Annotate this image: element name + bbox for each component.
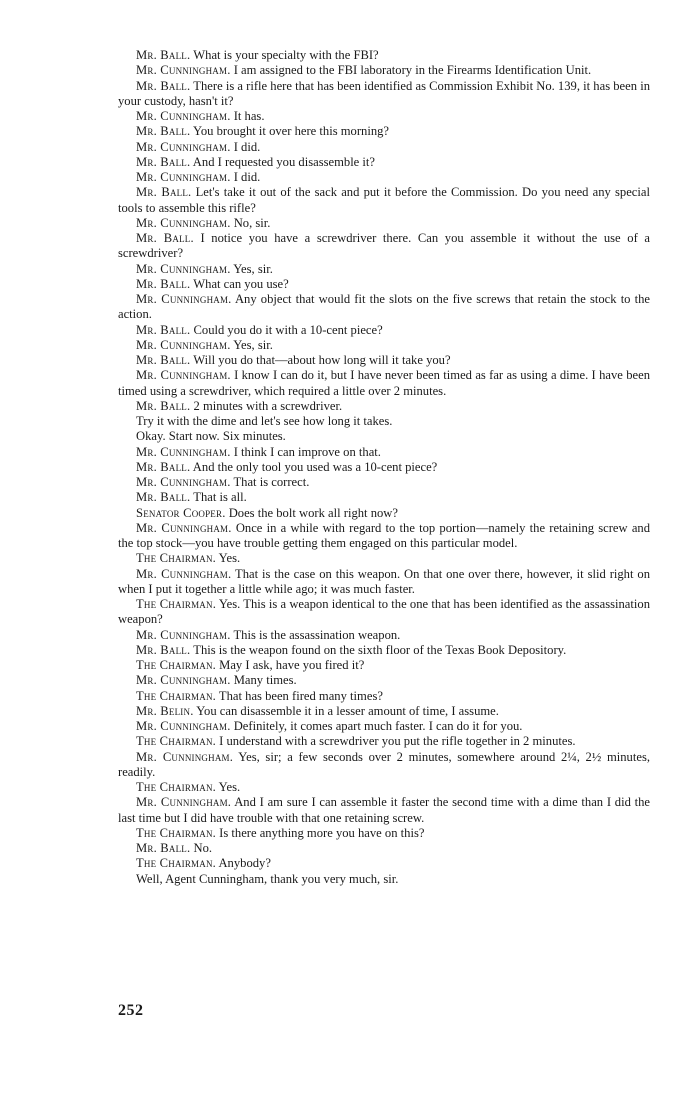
- speaker-name: Mr. Ball.: [136, 124, 191, 139]
- speaker-name: Mr. Ball.: [136, 490, 191, 505]
- utterance: I notice you have a screwdriver there. Can you assemble it without the use of a screwdriver?: [118, 231, 650, 261]
- utterance: It has.: [230, 109, 265, 123]
- testimony-paragraph: [118, 140, 650, 155]
- speaker-name: Mr. Ball.: [136, 642, 191, 657]
- testimony-paragraph: [118, 231, 650, 262]
- speaker-name: Mr. Cunningham.: [136, 109, 231, 123]
- utterance: I am assigned to the FBI laboratory in the Firearms Identification Unit.: [230, 63, 592, 78]
- testimony-paragraph: [118, 643, 650, 658]
- speaker-name: Mr. Ball.: [136, 459, 191, 474]
- testimony-paragraph: [118, 475, 650, 490]
- testimony-paragraph: [118, 795, 650, 826]
- utterance: What can you use?: [190, 276, 289, 291]
- utterance: Definitely, it comes apart much faster. I can do it for you.: [230, 719, 523, 733]
- speaker-name: Mr. Cunningham.: [136, 719, 231, 733]
- testimony-paragraph: [118, 262, 650, 277]
- utterance: Could you do it with a 10-cent piece?: [190, 322, 383, 337]
- testimony-paragraph: [118, 353, 650, 368]
- speaker-name: Mr. Cunningham.: [136, 795, 232, 810]
- testimony-paragraph: [118, 460, 650, 475]
- speaker-name: Mr. Cunningham.: [136, 475, 231, 489]
- utterance: You brought it over here this morning?: [190, 124, 390, 139]
- utterance: There is a rifle here that has been identified as Commission Exhibit No. 139, it has been in your custody, hasn't it?: [118, 78, 650, 108]
- utterance: And the only tool you used was a 10-cent piece?: [190, 459, 438, 474]
- testimony-paragraph: [118, 551, 650, 566]
- utterance: Yes. This is a weapon identical to the one that has been identified as the assassination weapon?: [118, 597, 650, 627]
- speaker-name: Mr. Cunningham.: [136, 566, 232, 581]
- utterance: And I am sure I can assemble it faster the second time with a dime than I did the last time but I did have trouble with that one retaining screw.: [118, 795, 650, 825]
- utterance: Try it with the dime and let's see how long it takes.: [136, 414, 393, 428]
- speaker-name: Mr. Ball.: [136, 841, 191, 855]
- speaker-name: Mr. Cunningham.: [136, 627, 231, 642]
- speaker-name: Mr. Cunningham.: [136, 261, 231, 276]
- testimony-paragraph: [118, 704, 650, 719]
- testimony-paragraph: [118, 597, 650, 628]
- utterance: Once in a while with regard to the top portion—namely the retaining screw and the top stock—you have trouble getting them engaged on this particular model.: [118, 520, 651, 550]
- speaker-name: Mr. Ball.: [136, 231, 194, 245]
- testimony-paragraph: [118, 490, 650, 505]
- utterance: 2 minutes with a screwdriver.: [190, 398, 343, 413]
- speaker-name: Mr. Belin.: [136, 703, 194, 718]
- utterance: No, sir.: [230, 215, 271, 230]
- utterance: That is the case on this weapon. On that one over there, however, it slid right on when I put it together a little while ago; it was much faster.: [118, 566, 650, 596]
- speaker-name: Mr. Cunningham.: [136, 368, 231, 383]
- testimony-paragraph: [118, 109, 650, 124]
- testimony-paragraph: [118, 429, 650, 444]
- testimony-paragraph: [118, 872, 650, 887]
- testimony-paragraph: [118, 63, 650, 78]
- utterance: That has been fired many times?: [216, 688, 383, 703]
- utterance: Yes.: [216, 780, 241, 794]
- utterance: I know I can do it, but I have never been timed as far as using a dime. I have been timed using a screwdriver, which required a little over 2 minutes.: [118, 368, 650, 398]
- speaker-name: Mr. Cunningham.: [136, 170, 231, 184]
- speaker-name: Mr. Ball.: [136, 48, 191, 62]
- testimony-paragraph: [118, 48, 650, 63]
- utterance: I understand with a screwdriver you put the rifle together in 2 minutes.: [216, 734, 576, 749]
- testimony-paragraph: [118, 399, 650, 414]
- utterance: No.: [190, 841, 213, 855]
- testimony-paragraph: [118, 368, 650, 399]
- speaker-name: The Chairman.: [136, 734, 216, 749]
- utterance: What is your specialty with the FBI?: [190, 48, 379, 62]
- utterance: Yes, sir.: [230, 261, 273, 276]
- utterance: Any object that would fit the slots on the five screws that retain the stock to the action.: [118, 292, 650, 322]
- testimony-paragraph: [118, 414, 650, 429]
- speaker-name: Mr. Cunningham.: [136, 444, 231, 459]
- testimony-paragraph: [118, 780, 650, 795]
- utterance: Many times.: [230, 673, 297, 688]
- utterance: May I ask, have you fired it?: [216, 658, 365, 672]
- speaker-name: Mr. Ball.: [136, 353, 191, 367]
- testimony-paragraph: [118, 292, 650, 323]
- speaker-name: The Chairman.: [136, 688, 216, 703]
- speaker-name: Mr. Cunningham.: [136, 292, 232, 306]
- testimony-paragraph: [118, 841, 650, 856]
- utterance: Yes, sir.: [230, 337, 273, 352]
- testimony-paragraph: [118, 185, 650, 216]
- speaker-name: Mr. Ball.: [136, 78, 191, 93]
- speaker-name: Mr. Cunningham.: [136, 337, 231, 352]
- speaker-name: The Chairman.: [136, 551, 216, 566]
- testimony-paragraph: [118, 658, 650, 673]
- speaker-name: Mr. Ball.: [136, 398, 191, 413]
- speaker-name: Mr. Ball.: [136, 154, 191, 169]
- testimony-paragraph: [118, 734, 650, 749]
- utterance: That is correct.: [230, 475, 310, 489]
- speaker-name: Mr. Cunningham.: [136, 139, 231, 154]
- speaker-name: Mr. Ball.: [136, 322, 191, 337]
- speaker-name: Mr. Cunningham.: [136, 749, 234, 764]
- utterance: You can disassemble it in a lesser amount of time, I assume.: [193, 703, 499, 718]
- testimony-paragraph: [118, 506, 650, 521]
- speaker-name: The Chairman.: [136, 856, 216, 871]
- speaker-name: The Chairman.: [136, 780, 216, 794]
- utterance: Anybody?: [216, 856, 271, 871]
- speaker-name: Mr. Ball.: [136, 276, 191, 291]
- testimony-paragraph: [118, 338, 650, 353]
- speaker-name: Mr. Cunningham.: [136, 215, 231, 230]
- testimony-paragraph: [118, 826, 650, 841]
- testimony-paragraph: [118, 155, 650, 170]
- page-number: 252: [118, 1002, 144, 1019]
- utterance: Will you do that—about how long will it take you?: [190, 353, 451, 367]
- utterance: Okay. Start now. Six minutes.: [136, 429, 286, 444]
- utterance: I think I can improve on that.: [230, 444, 381, 459]
- utterance: This is the assassination weapon.: [230, 627, 401, 642]
- utterance: I did.: [230, 139, 261, 154]
- testimony-paragraph: [118, 689, 650, 704]
- testimony-paragraph: [118, 216, 650, 231]
- utterance: Let's take it out of the sack and put it before the Commission. Do you need any special tools to assemble this rifle?: [118, 185, 650, 215]
- testimony-paragraph: [118, 79, 650, 110]
- utterance: Yes.: [216, 551, 241, 566]
- testimony-paragraph: [118, 567, 650, 598]
- speaker-name: Mr. Cunningham.: [136, 520, 232, 535]
- testimony-paragraph: [118, 124, 650, 139]
- testimony-text: [118, 48, 650, 887]
- speaker-name: The Chairman.: [136, 658, 216, 672]
- testimony-paragraph: [118, 323, 650, 338]
- utterance: And I requested you disassemble it?: [190, 154, 376, 169]
- utterance: This is the weapon found on the sixth floor of the Texas Book Depository.: [190, 642, 567, 657]
- testimony-paragraph: [118, 628, 650, 643]
- utterance: Is there anything more you have on this?: [216, 825, 425, 840]
- utterance: I did.: [230, 170, 261, 184]
- testimony-paragraph: [118, 277, 650, 292]
- speaker-name: Mr. Ball.: [136, 185, 192, 200]
- speaker-name: Mr. Cunningham.: [136, 63, 231, 78]
- testimony-paragraph: [118, 856, 650, 871]
- testimony-paragraph: [118, 673, 650, 688]
- utterance: Does the bolt work all right now?: [225, 505, 398, 520]
- utterance: Well, Agent Cunningham, thank you very much, sir.: [136, 871, 399, 886]
- testimony-paragraph: [118, 719, 650, 734]
- utterance: That is all.: [190, 490, 247, 505]
- speaker-name: Senator Cooper.: [136, 505, 226, 520]
- speaker-name: The Chairman.: [136, 825, 216, 840]
- testimony-paragraph: [118, 750, 650, 781]
- speaker-name: The Chairman.: [136, 597, 217, 611]
- speaker-name: Mr. Cunningham.: [136, 673, 231, 688]
- utterance: Yes, sir; a few seconds over 2 minutes, somewhere around 2¼, 2½ minutes, readily.: [118, 749, 650, 779]
- testimony-paragraph: [118, 445, 650, 460]
- testimony-paragraph: [118, 170, 650, 185]
- testimony-paragraph: [118, 521, 650, 552]
